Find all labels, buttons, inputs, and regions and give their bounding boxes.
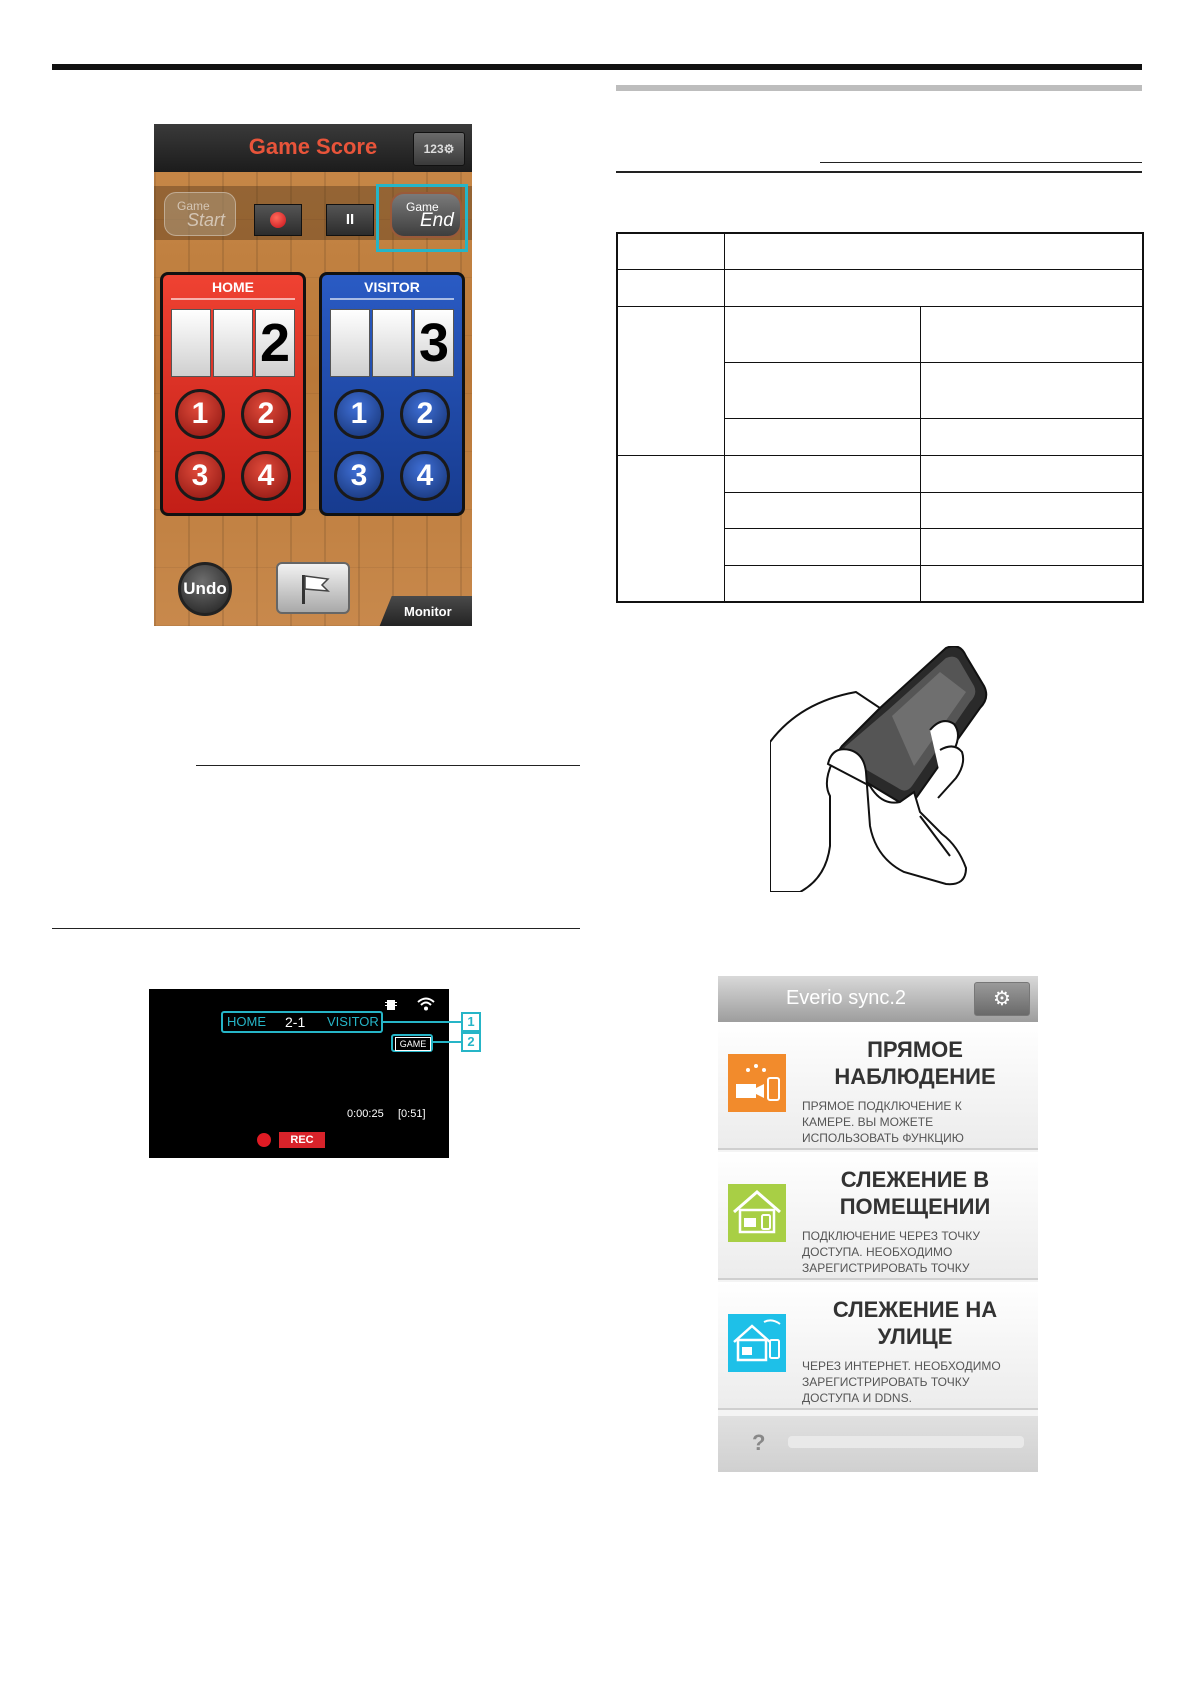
info-table bbox=[616, 232, 1144, 603]
game-score-screen bbox=[154, 124, 472, 626]
visitor-add-1-button[interactable]: 1 bbox=[334, 389, 384, 439]
outdoor-monitoring-description bbox=[802, 1358, 1034, 1406]
home-add-2-button[interactable]: 2 bbox=[241, 389, 291, 439]
table-row-divider bbox=[724, 492, 1142, 493]
description-line: ИСПОЛЬЗОВАТЬ ФУНКЦИЮ bbox=[802, 1131, 964, 1145]
description-line: ЗАРЕГИСТРИРОВАТЬ ТОЧКУ bbox=[802, 1375, 970, 1389]
visitor-add-4-button[interactable]: 4 bbox=[400, 451, 450, 501]
indoor-monitoring-icon bbox=[728, 1184, 786, 1242]
everio-footer bbox=[718, 1416, 1038, 1472]
direct-monitoring-description bbox=[802, 1098, 1034, 1146]
memory-card-icon bbox=[385, 999, 397, 1011]
visitor-add-3-button[interactable]: 3 bbox=[334, 451, 384, 501]
undo-button[interactable]: Undo bbox=[178, 562, 232, 616]
direct-monitoring-icon bbox=[728, 1054, 786, 1112]
home-add-3-button[interactable]: 3 bbox=[175, 451, 225, 501]
game-start-label-top: Game bbox=[177, 199, 210, 213]
visitor-digit-ones: 3 bbox=[414, 309, 454, 377]
outdoor-monitoring-title-line1: СЛЕЖЕНИЕ НА bbox=[832, 1297, 998, 1322]
overlay-home-label: HOME bbox=[227, 1014, 266, 1029]
record-button[interactable] bbox=[254, 204, 302, 236]
score-settings-label: 123 bbox=[423, 142, 444, 156]
description-line: КАМЕРЕ. ВЫ МОЖЕТЕ bbox=[802, 1115, 934, 1129]
everio-title: Everio sync.2 bbox=[785, 987, 907, 1009]
pause-button[interactable] bbox=[326, 204, 374, 236]
direct-monitoring-title bbox=[800, 1036, 1030, 1090]
home-scoreboard bbox=[171, 309, 297, 377]
callout-line-2 bbox=[433, 1041, 463, 1043]
outdoor-monitoring-icon bbox=[728, 1314, 786, 1372]
table-row-divider bbox=[618, 306, 1142, 307]
visitor-panel bbox=[319, 272, 465, 516]
footer-bar bbox=[788, 1436, 1024, 1448]
home-add-1-button[interactable]: 1 bbox=[175, 389, 225, 439]
remaining-time: [0:51] bbox=[398, 1108, 426, 1120]
table-row-divider bbox=[724, 528, 1142, 529]
table-col-divider-2 bbox=[920, 306, 921, 601]
outdoor-monitoring-title bbox=[800, 1296, 1030, 1350]
header-rule bbox=[52, 64, 1142, 70]
indoor-monitoring-title-line2: ПОМЕЩЕНИИ bbox=[839, 1194, 991, 1219]
direct-monitoring-title-line2: НАБЛЮДЕНИЕ bbox=[834, 1064, 996, 1089]
game-end-label-top: Game bbox=[406, 200, 439, 214]
outdoor-monitoring-title-line2: УЛИЦЕ bbox=[877, 1324, 953, 1349]
gear-icon[interactable]: ⚙ bbox=[974, 982, 1030, 1016]
description-line: ЗАРЕГИСТРИРОВАТЬ ТОЧКУ bbox=[802, 1261, 970, 1275]
help-button[interactable]: ? bbox=[752, 1430, 766, 1455]
camera-screen bbox=[149, 989, 449, 1158]
callout-2: 2 bbox=[461, 1032, 481, 1052]
description-line: ДОСТУПА. НЕОБХОДИМО bbox=[802, 1245, 953, 1259]
indoor-monitoring-title-line1: СЛЕЖЕНИЕ В bbox=[840, 1167, 990, 1192]
game-badge: GAME bbox=[395, 1037, 431, 1051]
score-settings-button[interactable] bbox=[413, 132, 465, 166]
home-panel bbox=[160, 272, 306, 516]
app-title: Game Score bbox=[248, 134, 378, 159]
pause-icon: II bbox=[345, 211, 355, 228]
recording-indicator-icon bbox=[257, 1133, 271, 1147]
game-end-highlight bbox=[376, 184, 468, 252]
indoor-monitoring-title bbox=[800, 1166, 1030, 1220]
table-row-divider bbox=[724, 565, 1142, 566]
description-line: ПРЯМОЕ ПОДКЛЮЧЕНИЕ К bbox=[802, 1099, 962, 1113]
everio-header bbox=[718, 976, 1038, 1022]
gear-icon: ⚙ bbox=[443, 142, 455, 156]
menu-item-indoor-monitoring[interactable] bbox=[718, 1152, 1038, 1280]
callout-line-1 bbox=[383, 1021, 463, 1023]
game-badge-highlight bbox=[391, 1034, 433, 1052]
section-rule bbox=[616, 85, 1142, 91]
visitor-scoreboard bbox=[330, 309, 456, 377]
home-digit-hundreds bbox=[171, 309, 211, 377]
monitor-label: Monitor bbox=[404, 604, 452, 619]
visitor-add-2-button[interactable]: 2 bbox=[400, 389, 450, 439]
rec-badge: REC bbox=[279, 1132, 325, 1148]
section-divider bbox=[616, 171, 1142, 173]
description-line: ПОДКЛЮЧЕНИЕ ЧЕРЕЗ ТОЧКУ bbox=[802, 1229, 980, 1243]
wifi-icon bbox=[417, 997, 435, 1011]
home-add-4-button[interactable]: 4 bbox=[241, 451, 291, 501]
table-row-divider bbox=[724, 418, 1142, 419]
visitor-label: VISITOR bbox=[330, 279, 454, 300]
record-icon bbox=[270, 212, 286, 228]
home-label: HOME bbox=[171, 279, 295, 300]
description-line: ДОСТУПА И DDNS. bbox=[802, 1391, 912, 1405]
section-divider-left bbox=[52, 928, 580, 929]
home-digit-ones: 2 bbox=[255, 309, 295, 377]
visitor-digit-tens bbox=[372, 309, 412, 377]
flag-button[interactable] bbox=[276, 562, 350, 614]
table-row-divider bbox=[618, 455, 1142, 456]
heading-underline bbox=[820, 162, 1142, 163]
score-overlay bbox=[221, 1011, 383, 1033]
everio-app-screen bbox=[718, 976, 1038, 1472]
flag-icon bbox=[298, 572, 332, 606]
visitor-digit-hundreds bbox=[330, 309, 370, 377]
game-start-button[interactable] bbox=[164, 192, 236, 236]
overlay-visitor-label: VISITOR bbox=[327, 1014, 379, 1029]
menu-item-direct-monitoring[interactable] bbox=[718, 1022, 1038, 1150]
table-row-divider bbox=[618, 269, 1142, 270]
callout-1: 1 bbox=[461, 1012, 481, 1032]
game-start-label-bottom: Start bbox=[187, 210, 226, 230]
hand-holding-phone-illustration bbox=[770, 646, 990, 892]
direct-monitoring-title-line1: ПРЯМОЕ bbox=[867, 1037, 963, 1062]
description-line: ЧЕРЕЗ ИНТЕРНЕТ. НЕОБХОДИМО bbox=[802, 1359, 1001, 1373]
table-row-divider bbox=[724, 362, 1142, 363]
overlay-score: 2-1 bbox=[285, 1014, 306, 1030]
elapsed-time: 0:00:25 bbox=[347, 1108, 384, 1120]
indoor-monitoring-description bbox=[802, 1228, 1034, 1276]
app-header bbox=[154, 124, 472, 172]
game-end-label-bottom: End bbox=[420, 210, 454, 231]
link-underline bbox=[196, 765, 580, 766]
home-digit-tens bbox=[213, 309, 253, 377]
menu-item-outdoor-monitoring[interactable] bbox=[718, 1282, 1038, 1410]
